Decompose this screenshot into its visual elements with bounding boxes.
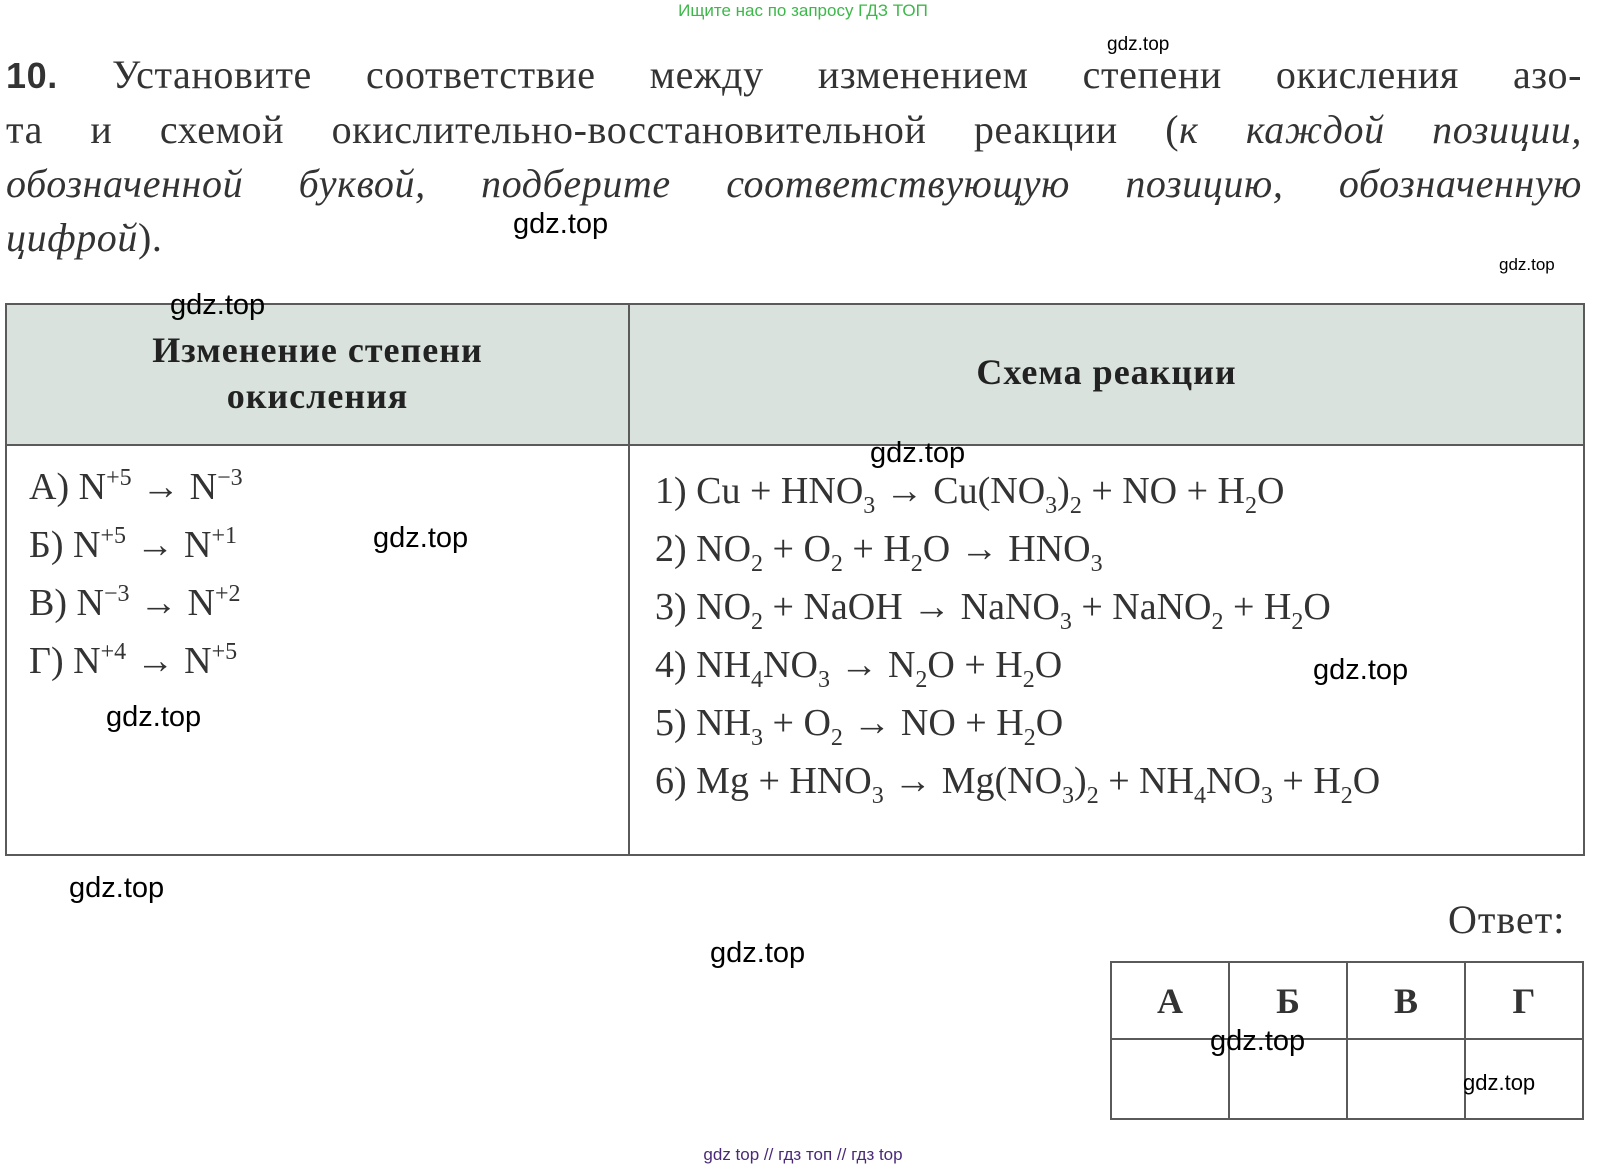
reaction-row: 2) $NO_2 + O_2 + H_2O \to HNO_3$ — [655, 528, 1103, 577]
watermark: gdz.top — [870, 437, 966, 469]
watermark: gdz.top — [1210, 1025, 1306, 1057]
oxidation-row: В) $N^{-3} \to N^{+2}$ — [29, 581, 241, 624]
matching-table — [5, 303, 1585, 856]
oxidation-row: Б) $N^{+5} \to N^{+1}$ — [29, 523, 237, 566]
table-header — [7, 305, 1583, 446]
task-line-4: цифрой). — [6, 215, 163, 260]
footer-links: gdz top // гдз топ // гдз top — [703, 1145, 903, 1164]
reaction-row: 6) $Mg + HNO_3 \to Mg(NO_3)_2 + NH_4NO_3 + H_2O$ — [655, 760, 1381, 809]
watermark: gdz.top — [710, 937, 806, 969]
task-line-1: 10. Установите соответствие между изменением степени окисления азо- — [6, 52, 1582, 97]
answer-header-g: Г — [1465, 962, 1583, 1039]
watermark: gdz.top — [1313, 654, 1409, 686]
watermark: gdz.top — [1107, 34, 1170, 55]
search-banner: Ищите нас по запросу ГДЗ ТОП — [678, 1, 928, 20]
answer-label: Ответ: — [1448, 897, 1566, 942]
watermark: gdz.top — [373, 522, 469, 554]
answer-cell-v[interactable] — [1347, 1039, 1465, 1119]
watermark: gdz.top — [1499, 255, 1555, 274]
answer-header-v: В — [1347, 962, 1465, 1039]
reaction-row: 3) $NO_2$ + NaOH → NaNO$_3$ + NaNO$_2$ + $H_2O$ — [655, 586, 1331, 635]
column-divider — [628, 305, 630, 854]
reaction-row: 1) $Cu + HNO_3 \to Cu(NO_3)_2$ + NO + $H_2O$ — [655, 470, 1285, 519]
column-header-reaction: Схема реакции — [976, 352, 1237, 392]
answer-header-a: А — [1111, 962, 1229, 1039]
task-line-3: обозначенной буквой, подберите соответствующую позицию, обозначенную — [6, 161, 1582, 206]
task-number: 10. — [6, 55, 58, 96]
watermark: gdz.top — [106, 701, 202, 733]
watermark: gdz.top — [1463, 1070, 1536, 1095]
watermark: gdz.top — [69, 872, 165, 904]
task-line-2: та и схемой окислительно-восстановительной реакции (к каждой позиции, — [6, 107, 1582, 152]
oxidation-row: Г) $N^{+4} \to N^{+5}$ — [29, 639, 238, 682]
watermark: gdz.top — [513, 208, 609, 240]
column-header-oxidation: Изменение степени окисления — [152, 330, 483, 416]
reaction-row: 4) $NH_4NO_3 \to N_2O + H_2O$ — [655, 644, 1063, 693]
oxidation-row: А) $N^{+5} \to N^{-3}$ — [29, 465, 243, 508]
answer-header-b: Б — [1229, 962, 1347, 1039]
watermark: gdz.top — [170, 289, 266, 321]
task-text — [6, 48, 1582, 265]
answer-table — [1110, 961, 1584, 1120]
reaction-row: 5) $NH_3 + O_2$ → NO + $H_2O$ — [655, 702, 1064, 751]
